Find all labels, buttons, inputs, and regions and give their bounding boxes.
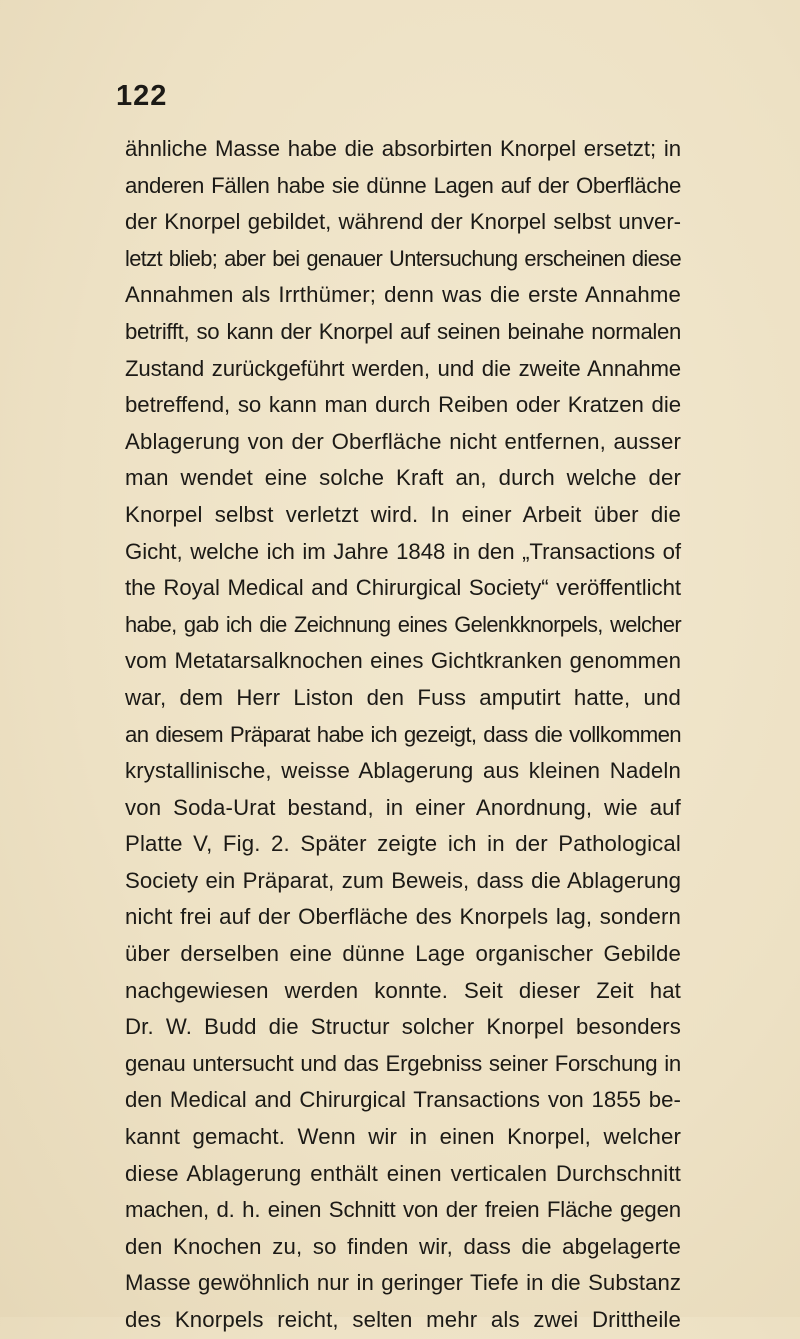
text-line: der Knorpel gebildet, während der Knorpel selbst unver- [125,209,681,235]
text-line: Dr. W. Budd die Structur solcher Knorpel besonders [125,1014,681,1040]
text-line: Annahmen als Irrthümer; denn was die erste Annahme [125,282,681,308]
text-line: ähnliche Masse habe die absorbirten Knorpel ersetzt; in [125,136,681,161]
text-line: letzt blieb; aber bei genauer Untersuchung erscheinen diese [125,245,681,271]
text-line: man wendet eine solche Kraft an, durch welche der [125,465,681,491]
text-line: Ablagerung von der Oberfläche nicht entfernen, ausser [125,428,681,454]
text-line: Platte V, Fig. 2. Später zeigte ich in der Pathological [125,831,681,857]
text-line: Gicht, welche ich im Jahre 1848 in den „Transactions of [125,538,681,564]
text-line: genau untersucht und das Ergebniss seiner Forschung in [125,1050,681,1076]
text-line: kannt gemacht. Wenn wir in einen Knorpel, welcher [125,1124,681,1150]
text-line: Masse gewöhnlich nur in geringer Tiefe in die Substanz [125,1270,681,1296]
text-line: Society ein Präparat, zum Beweis, dass die Ablagerung [125,867,681,893]
text-line: habe, gab ich die Zeichnung eines Gelenkknorpels, welcher [125,611,681,637]
text-line: des Knorpels reicht, selten mehr als zwei Drittheile [125,1307,681,1332]
text-line: Zustand zurückgeführt werden, und die zweite Annahme [125,355,681,381]
text-line: krystallinische, weisse Ablagerung aus kleinen Nadeln [125,758,681,784]
text-line: nachgewiesen werden konnte. Seit dieser Zeit hat [125,977,681,1003]
text-line: diese Ablagerung enthält einen verticalen Durchschnitt [125,1160,681,1186]
text-line: den Knochen zu, so finden wir, dass die abgelagerte [125,1233,681,1259]
text-line: betreffend, so kann man durch Reiben oder Kratzen die [125,392,681,418]
text-line: an diesem Präparat habe ich gezeigt, dass die vollkommen [125,721,681,747]
text-line: vom Metatarsalknochen eines Gichtkranken genommen [125,648,681,674]
text-line: the Royal Medical and Chirurgical Society“ veröffentlicht [125,575,681,601]
text-line: von Soda-Urat bestand, in einer Anordnung, wie auf [125,794,681,820]
text-line: betrifft, so kann der Knorpel auf seinen beinahe normalen [125,318,681,344]
text-line: über derselben eine dünne Lage organischer Gebilde [125,941,681,967]
text-line: machen, d. h. einen Schnitt von der freien Fläche gegen [125,1197,681,1223]
body-text [125,131,681,1339]
text-line: anderen Fällen habe sie dünne Lagen auf der Oberfläche [125,172,681,198]
page-number: 122 [116,80,168,112]
text-line: nicht frei auf der Oberfläche des Knorpels lag, sondern [125,904,681,930]
text-line: den Medical and Chirurgical Transactions von 1855 be- [125,1087,681,1113]
text-line: war, dem Herr Liston den Fuss amputirt hatte, und [125,684,681,710]
text-line: Knorpel selbst verletzt wird. In einer Arbeit über die [125,501,681,527]
